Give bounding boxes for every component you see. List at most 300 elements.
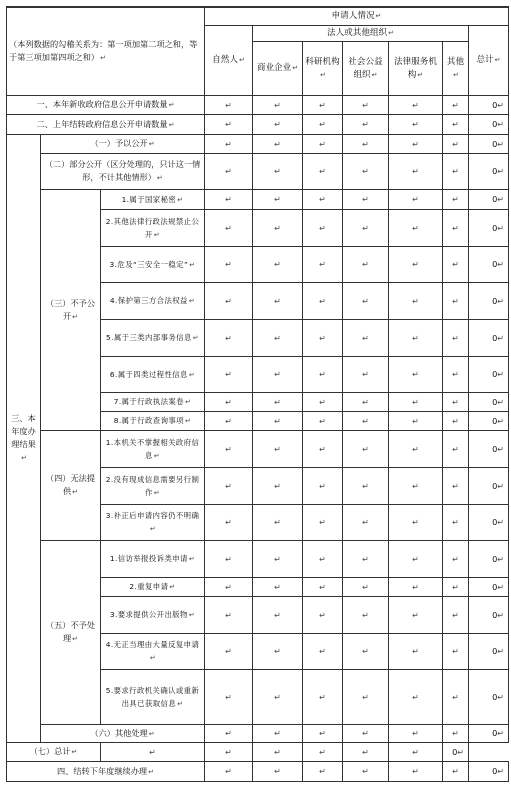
row-label: 5.要求行政机关确认或重新出具已获取信息 ↵: [101, 670, 205, 725]
paragraph-mark: ↵: [452, 647, 459, 656]
value-cell: [303, 96, 343, 115]
paragraph-mark: ↵: [319, 554, 326, 564]
value-cell: [389, 154, 443, 190]
value-cell: [443, 190, 469, 210]
value-cell: [205, 725, 253, 743]
total-cell: [469, 762, 509, 782]
total-cell: [469, 96, 509, 115]
total-cell: [469, 505, 509, 541]
table-row: [7, 762, 509, 782]
paragraph-mark: ↵: [274, 767, 281, 776]
paragraph-mark: ↵: [149, 747, 156, 757]
value-cell: [389, 393, 443, 412]
value-cell: [303, 597, 343, 634]
paragraph-mark: ↵: [225, 120, 232, 129]
value-cell: [253, 431, 303, 468]
value-cell: [443, 505, 469, 541]
value-cell: [253, 541, 303, 578]
value-cell: [253, 320, 303, 357]
total-cell: [469, 357, 509, 393]
value-cell: [343, 210, 389, 247]
value-cell: [205, 597, 253, 634]
paragraph-mark: ↵: [362, 416, 369, 426]
value-cell: [389, 96, 443, 115]
paragraph-mark: ↵: [362, 729, 369, 738]
paragraph-mark: ↵: [412, 120, 419, 129]
value-cell: [205, 541, 253, 578]
row-label: 5.属于三类内部事务信息 ↵: [101, 320, 205, 357]
paragraph-mark: ↵: [412, 416, 419, 426]
value-cell: [205, 670, 253, 725]
value-cell: [303, 393, 343, 412]
value-cell: [205, 743, 253, 762]
paragraph-mark: ↵: [452, 554, 459, 564]
row-label: 7.属于行政执法案卷 ↵: [101, 393, 205, 412]
paragraph-mark: ↵: [274, 554, 281, 564]
paragraph-mark: ↵: [412, 481, 419, 491]
value-cell: [205, 357, 253, 393]
total-value: 0: [452, 746, 458, 757]
value-cell: [443, 670, 469, 725]
paragraph-mark: ↵: [452, 518, 459, 527]
value-cell: [343, 247, 389, 283]
value-cell: [253, 468, 303, 505]
paragraph-mark: ↵: [452, 444, 459, 454]
paragraph-mark: ↵: [497, 416, 504, 426]
row-label: （五）不予处理 ↵: [41, 541, 101, 725]
value-cell: [443, 154, 469, 190]
value-cell: [343, 115, 389, 135]
paragraph-mark: ↵: [274, 333, 281, 343]
value-cell: [389, 468, 443, 505]
paragraph-mark: ↵: [412, 195, 419, 204]
paragraph-mark: ↵: [497, 610, 504, 620]
paragraph-mark: ↵: [225, 747, 232, 757]
value-cell: [101, 743, 205, 762]
paragraph-mark: ↵: [362, 647, 369, 656]
table-row: [7, 431, 509, 468]
table-row: [7, 190, 509, 210]
value-cell: [389, 135, 443, 154]
total-cell: [469, 135, 509, 154]
value-cell: [253, 762, 303, 782]
social-header: 社会公益组织 ↵: [343, 42, 389, 96]
value-cell: [443, 597, 469, 634]
total-value: 0: [492, 332, 498, 343]
paragraph-mark: ↵: [319, 120, 326, 129]
paragraph-mark: ↵: [274, 647, 281, 656]
value-cell: [253, 578, 303, 597]
paragraph-mark: ↵: [452, 481, 459, 491]
row-label: （二）部分公开（区分处理的，只计这一情形，不计其他情形） ↵: [41, 154, 205, 190]
paragraph-mark: ↵: [274, 139, 281, 149]
value-cell: [303, 247, 343, 283]
row-label: 二、上年结转政府信息公开申请数量 ↵: [7, 115, 205, 135]
value-cell: [443, 115, 469, 135]
total-cell: [469, 190, 509, 210]
commercial-header: 商业企业 ↵: [253, 42, 303, 96]
paragraph-mark: ↵: [225, 260, 232, 269]
paragraph-mark: ↵: [412, 139, 419, 149]
paragraph-mark: ↵: [225, 223, 232, 233]
paragraph-mark: ↵: [497, 167, 504, 176]
value-cell: [343, 135, 389, 154]
value-cell: [343, 96, 389, 115]
paragraph-mark: ↵: [362, 582, 369, 592]
paragraph-mark: ↵: [452, 100, 459, 110]
paragraph-mark: ↵: [225, 167, 232, 176]
total-cell: [469, 393, 509, 412]
paragraph-mark: ↵: [274, 167, 281, 176]
paragraph-mark: ↵: [319, 747, 326, 757]
value-cell: [389, 320, 443, 357]
paragraph-mark: ↵: [412, 100, 419, 110]
paragraph-mark: ↵: [274, 416, 281, 426]
paragraph-mark: ↵: [497, 647, 504, 656]
paragraph-mark: ↵: [225, 296, 232, 306]
value-cell: [253, 190, 303, 210]
paragraph-mark: ↵: [274, 397, 281, 407]
value-cell: [343, 154, 389, 190]
total-value: 0: [492, 138, 498, 149]
value-cell: [443, 762, 469, 782]
paragraph-mark: ↵: [497, 692, 504, 702]
paragraph-mark: ↵: [274, 296, 281, 306]
value-cell: [343, 468, 389, 505]
total-value: 0: [492, 646, 498, 656]
total-cell: [469, 578, 509, 597]
value-cell: [389, 597, 443, 634]
total-value: 0: [492, 166, 498, 176]
value-cell: [303, 115, 343, 135]
paragraph-mark: ↵: [452, 729, 459, 738]
value-cell: [343, 320, 389, 357]
value-cell: [253, 154, 303, 190]
paragraph-mark: ↵: [225, 370, 232, 379]
paragraph-mark: ↵: [362, 767, 369, 776]
paragraph-mark: ↵: [362, 747, 369, 757]
table-row: [7, 115, 509, 135]
paragraph-mark: ↵: [452, 397, 459, 407]
value-cell: [205, 210, 253, 247]
total-cell: [469, 431, 509, 468]
paragraph-mark: ↵: [319, 518, 326, 527]
row-label: （六）其他处理 ↵: [41, 725, 205, 743]
total-cell: [469, 468, 509, 505]
paragraph-mark: ↵: [274, 692, 281, 702]
paragraph-mark: ↵: [497, 729, 504, 738]
value-cell: [389, 725, 443, 743]
paragraph-mark: ↵: [452, 167, 459, 176]
row-label: （一）予以公开 ↵: [41, 135, 205, 154]
paragraph-mark: ↵: [362, 139, 369, 149]
total-cell: [469, 412, 509, 431]
value-cell: [205, 468, 253, 505]
total-value: 0: [492, 295, 498, 306]
value-cell: [253, 115, 303, 135]
value-cell: [205, 505, 253, 541]
value-cell: [389, 357, 443, 393]
value-cell: [443, 541, 469, 578]
row-label: 1.本机关不掌握相关政府信息 ↵: [101, 431, 205, 468]
paragraph-mark: ↵: [452, 582, 459, 592]
paragraph-mark: ↵: [497, 444, 504, 454]
value-cell: [389, 541, 443, 578]
total-value: 0: [492, 396, 498, 407]
value-cell: [389, 283, 443, 320]
paragraph-mark: ↵: [412, 692, 419, 702]
total-value: 0: [492, 728, 498, 738]
total-value: 0: [492, 415, 498, 426]
value-cell: [443, 320, 469, 357]
value-cell: [205, 115, 253, 135]
legal-group-header: 法人或其他组织 ↵: [253, 26, 469, 42]
paragraph-mark: ↵: [412, 518, 419, 527]
paragraph-mark: ↵: [362, 518, 369, 527]
paragraph-mark: ↵: [497, 397, 504, 407]
paragraph-mark: ↵: [457, 747, 464, 757]
paragraph-mark: ↵: [452, 692, 459, 702]
value-cell: [343, 505, 389, 541]
value-cell: [303, 725, 343, 743]
paragraph-mark: ↵: [412, 747, 419, 757]
paragraph-mark: ↵: [319, 610, 326, 620]
value-cell: [303, 578, 343, 597]
paragraph-mark: ↵: [362, 100, 369, 110]
paragraph-mark: ↵: [319, 167, 326, 176]
paragraph-mark: ↵: [225, 100, 232, 110]
value-cell: [303, 431, 343, 468]
paragraph-mark: ↵: [497, 260, 504, 269]
paragraph-mark: ↵: [274, 223, 281, 233]
table-row: [7, 96, 509, 115]
row-label: （三）不予公开 ↵: [41, 190, 101, 431]
paragraph-mark: ↵: [362, 167, 369, 176]
row-label: 4.无正当理由大量反复申请 ↵: [101, 634, 205, 670]
paragraph-mark: ↵: [412, 610, 419, 620]
value-cell: [253, 412, 303, 431]
paragraph-mark: ↵: [412, 397, 419, 407]
value-cell: [253, 505, 303, 541]
value-cell: [389, 210, 443, 247]
total-value: 0: [492, 517, 498, 527]
value-cell: [253, 210, 303, 247]
value-cell: [205, 247, 253, 283]
value-cell: [303, 154, 343, 190]
value-cell: [343, 541, 389, 578]
table-row: [7, 743, 509, 762]
total-value: 0: [492, 119, 498, 129]
paragraph-mark: ↵: [452, 767, 459, 776]
value-cell: [303, 210, 343, 247]
row-label: 四、结转下年度继续办理 ↵: [7, 762, 205, 782]
paragraph-mark: ↵: [319, 100, 326, 110]
value-cell: [253, 634, 303, 670]
total-cell: [469, 283, 509, 320]
value-cell: [389, 431, 443, 468]
paragraph-mark: ↵: [225, 139, 232, 149]
value-cell: [303, 634, 343, 670]
row-label: 2.重复申请 ↵: [101, 578, 205, 597]
table-row: [7, 135, 509, 154]
table-row: [7, 725, 509, 743]
value-cell: [443, 468, 469, 505]
value-cell: [443, 431, 469, 468]
paragraph-mark: ↵: [362, 223, 369, 233]
value-cell: [389, 190, 443, 210]
paragraph-mark: ↵: [412, 444, 419, 454]
value-cell: [389, 115, 443, 135]
paragraph-mark: ↵: [497, 333, 504, 343]
paragraph-mark: ↵: [362, 296, 369, 306]
paragraph-mark: ↵: [274, 120, 281, 129]
paragraph-mark: ↵: [362, 260, 369, 269]
total-cell: [469, 115, 509, 135]
total-value: 0: [492, 99, 498, 110]
total-cell: [469, 210, 509, 247]
value-cell: [443, 210, 469, 247]
paragraph-mark: ↵: [412, 333, 419, 343]
value-cell: [303, 190, 343, 210]
value-cell: [303, 135, 343, 154]
value-cell: [303, 505, 343, 541]
paragraph-mark: ↵: [274, 370, 281, 379]
value-cell: [343, 670, 389, 725]
paragraph-mark: ↵: [497, 518, 504, 527]
value-cell: [389, 743, 443, 762]
paragraph-mark: ↵: [319, 481, 326, 491]
other-header: 其他 ↵: [443, 42, 469, 96]
value-cell: [443, 634, 469, 670]
value-cell: [343, 725, 389, 743]
paragraph-mark: ↵: [412, 554, 419, 564]
value-cell: [253, 670, 303, 725]
total-value: 0: [492, 691, 498, 702]
row-label: 三、本年度办理结果 ↵: [7, 135, 41, 743]
row-label: 1.属于国家秘密 ↵: [101, 190, 205, 210]
paragraph-mark: ↵: [362, 444, 369, 454]
value-cell: [389, 412, 443, 431]
paragraph-mark: ↵: [225, 444, 232, 454]
paragraph-mark: ↵: [274, 747, 281, 757]
row-label: 4.保护第三方合法权益 ↵: [101, 283, 205, 320]
value-cell: [303, 468, 343, 505]
value-cell: [205, 578, 253, 597]
paragraph-mark: ↵: [274, 444, 281, 454]
paragraph-mark: ↵: [362, 610, 369, 620]
paragraph-mark: ↵: [319, 195, 326, 204]
paragraph-mark: ↵: [225, 729, 232, 738]
paragraph-mark: ↵: [225, 582, 232, 592]
total-cell: [469, 725, 509, 743]
value-cell: [303, 670, 343, 725]
value-cell: [253, 357, 303, 393]
row-label: 3.要求提供公开出版物 ↵: [101, 597, 205, 634]
paragraph-mark: ↵: [274, 260, 281, 269]
value-cell: [443, 247, 469, 283]
value-cell: [303, 320, 343, 357]
row-label: 2.其他法律行政法规禁止公开 ↵: [101, 210, 205, 247]
paragraph-mark: ↵: [225, 610, 232, 620]
paragraph-mark: ↵: [452, 296, 459, 306]
row-label: 8.属于行政查询事项 ↵: [101, 412, 205, 431]
total-value: 0: [492, 480, 498, 491]
value-cell: [443, 578, 469, 597]
value-cell: [205, 320, 253, 357]
paragraph-mark: ↵: [225, 195, 232, 204]
total-header: 总计 ↵: [469, 26, 509, 96]
value-cell: [303, 412, 343, 431]
paragraph-mark: ↵: [497, 100, 504, 110]
research-header: 科研机构 ↵: [303, 42, 343, 96]
paragraph-mark: ↵: [362, 397, 369, 407]
value-cell: [343, 190, 389, 210]
total-cell: [469, 320, 509, 357]
paragraph-mark: ↵: [497, 195, 504, 204]
applicant-header: 申请人情况 ↵: [205, 8, 509, 26]
value-cell: [253, 393, 303, 412]
row-label: 2.没有现成信息需要另行制作 ↵: [101, 468, 205, 505]
value-cell: [205, 96, 253, 115]
value-cell: [205, 393, 253, 412]
paragraph-mark: ↵: [412, 260, 419, 269]
value-cell: [205, 412, 253, 431]
value-cell: [443, 357, 469, 393]
value-cell: [343, 578, 389, 597]
total-value: 0: [492, 369, 498, 379]
paragraph-mark: ↵: [319, 647, 326, 656]
paragraph-mark: ↵: [225, 518, 232, 527]
total-cell: [469, 247, 509, 283]
paragraph-mark: ↵: [225, 767, 232, 776]
paragraph-mark: ↵: [497, 370, 504, 379]
paragraph-mark: ↵: [452, 260, 459, 269]
paragraph-mark: ↵: [362, 120, 369, 129]
value-cell: [389, 670, 443, 725]
paragraph-mark: ↵: [497, 120, 504, 129]
paragraph-mark: ↵: [319, 767, 326, 776]
value-cell: [443, 725, 469, 743]
value-cell: [253, 743, 303, 762]
paragraph-mark: ↵: [362, 195, 369, 204]
value-cell: [205, 135, 253, 154]
paragraph-mark: ↵: [412, 767, 419, 776]
paragraph-mark: ↵: [274, 518, 281, 527]
paragraph-mark: ↵: [225, 692, 232, 702]
paragraph-mark: ↵: [319, 416, 326, 426]
row-label: 6.属于四类过程性信息 ↵: [101, 357, 205, 393]
paragraph-mark: ↵: [497, 554, 504, 564]
value-cell: [253, 96, 303, 115]
paragraph-mark: ↵: [319, 582, 326, 592]
paragraph-mark: ↵: [225, 416, 232, 426]
table-row: [7, 541, 509, 578]
paragraph-mark: ↵: [362, 333, 369, 343]
total-cell: [469, 541, 509, 578]
value-cell: [303, 357, 343, 393]
paragraph-mark: ↵: [452, 610, 459, 620]
value-cell: [253, 135, 303, 154]
total-cell: [469, 597, 509, 634]
total-value: 0: [492, 194, 498, 204]
value-cell: [389, 578, 443, 597]
value-cell: [303, 541, 343, 578]
value-cell: [443, 135, 469, 154]
paragraph-mark: ↵: [452, 333, 459, 343]
value-cell: [205, 154, 253, 190]
paragraph-mark: ↵: [452, 139, 459, 149]
paragraph-mark: ↵: [497, 223, 504, 233]
